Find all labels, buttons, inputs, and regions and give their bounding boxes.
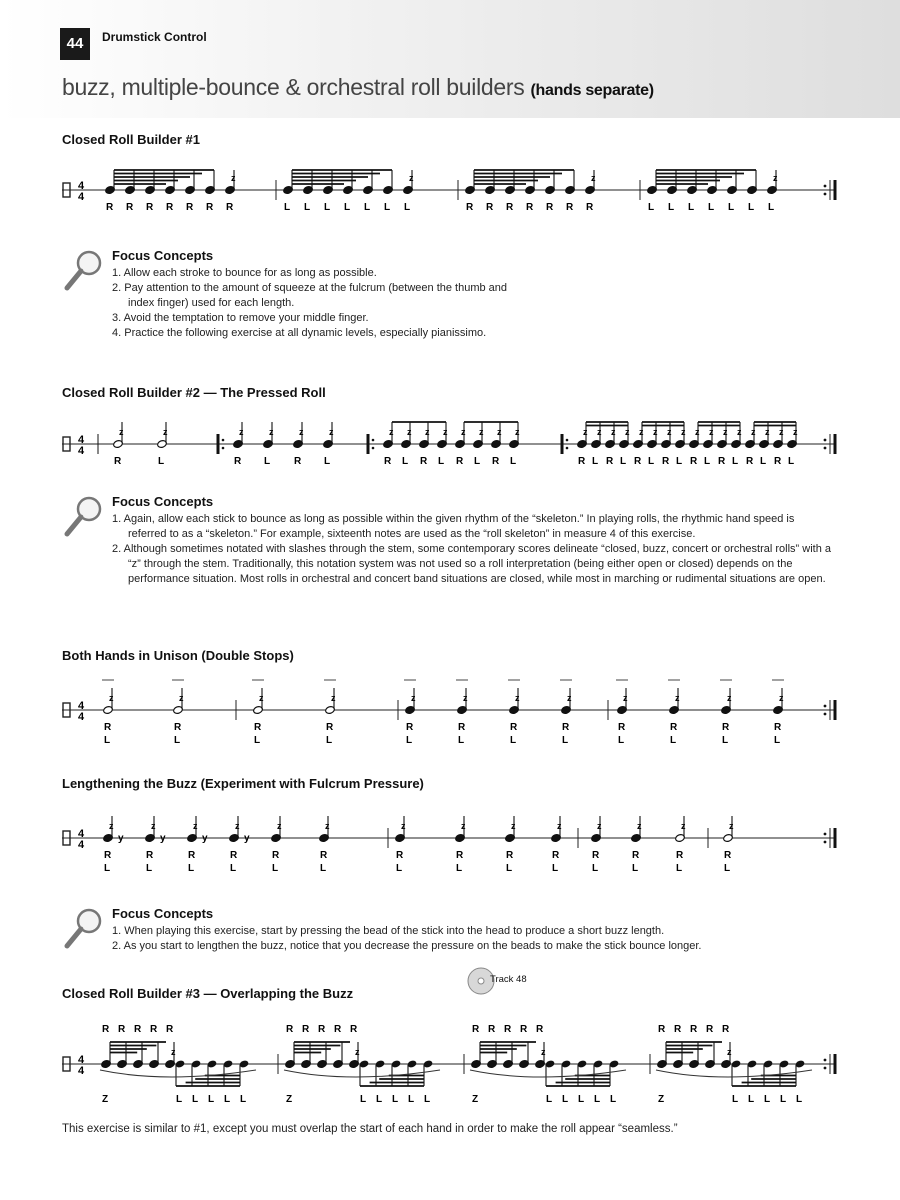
buzz-z-mark: z bbox=[723, 427, 728, 437]
repeat-dot bbox=[222, 447, 225, 450]
repeat-dot bbox=[824, 713, 827, 716]
sticking-letter: R bbox=[618, 722, 626, 733]
time-signature-bottom: 4 bbox=[78, 1065, 85, 1077]
sticking-letter: R bbox=[578, 456, 586, 467]
sticking-letter: L bbox=[618, 735, 625, 746]
sticking-letter: L bbox=[376, 1094, 383, 1105]
sticking-letter: Z bbox=[658, 1094, 665, 1105]
buzz-z-mark: z bbox=[151, 821, 156, 831]
time-signature-bottom: 4 bbox=[78, 445, 85, 457]
buzz-z-mark: z bbox=[695, 427, 700, 437]
sticking-letter: R bbox=[774, 456, 782, 467]
buzz-z-mark: z bbox=[119, 427, 124, 437]
sticking-letter: R bbox=[406, 722, 414, 733]
sticking-letter: L bbox=[304, 202, 311, 213]
sticking-letter: R bbox=[104, 722, 112, 733]
sticking-letter: R bbox=[106, 202, 114, 213]
sticking-letter: L bbox=[396, 863, 403, 874]
sticking-letter: R bbox=[546, 202, 554, 213]
sticking-letter: L bbox=[188, 863, 195, 874]
sticking-letter: L bbox=[704, 456, 711, 467]
sticking-letter: L bbox=[424, 1094, 431, 1105]
sticking-letter: L bbox=[760, 456, 767, 467]
buzz-z-mark: z bbox=[463, 693, 468, 703]
sticking-letter: L bbox=[384, 202, 391, 213]
sticking-letter: R bbox=[506, 202, 514, 213]
sticking-letter: L bbox=[406, 735, 413, 746]
buzz-z-mark: z bbox=[751, 427, 756, 437]
focus-item: 4. Practice the following exercise at all dynamic levels, especially pianissimo. bbox=[112, 327, 487, 339]
buzz-z-mark: z bbox=[727, 1047, 732, 1057]
buzz-z-mark: z bbox=[355, 1047, 360, 1057]
sticking-letter: L bbox=[722, 735, 729, 746]
sticking-letter: L bbox=[474, 456, 481, 467]
section-title-4: Lengthening the Buzz (Experiment with Fulcrum Pressure) bbox=[62, 776, 424, 791]
buzz-z-mark: z bbox=[325, 821, 330, 831]
page-number: 44 bbox=[60, 28, 90, 60]
sticking-letter: L bbox=[780, 1094, 787, 1105]
buzz-z-mark: z bbox=[511, 821, 516, 831]
sticking-letter: L bbox=[562, 735, 569, 746]
sticking-letter: L bbox=[174, 735, 181, 746]
focus-item: 2. Pay attention to the amount of squeeze at the fulcrum (between the thumb and index finger) used for each length. bbox=[112, 282, 508, 309]
buzz-z-mark: z bbox=[411, 693, 416, 703]
sticking-letter-top: R bbox=[150, 1024, 158, 1035]
buzz-z-mark: z bbox=[681, 427, 686, 437]
sticking-letter: L bbox=[788, 456, 795, 467]
sticking-letter: R bbox=[774, 722, 782, 733]
footer-note: This exercise is similar to #1, except you must overlap the start of each hand in order to make the roll appear “seamless.” bbox=[62, 1123, 678, 1135]
sticking-letter: R bbox=[670, 722, 678, 733]
sticking-letter: L bbox=[708, 202, 715, 213]
sticking-letter: R bbox=[456, 456, 464, 467]
sticking-letter: R bbox=[206, 202, 214, 213]
sticking-letter: R bbox=[396, 850, 404, 861]
sticking-letter: L bbox=[456, 863, 463, 874]
sticking-letter: L bbox=[264, 456, 271, 467]
sticking-letter: L bbox=[728, 202, 735, 213]
buzz-z-mark: z bbox=[109, 821, 114, 831]
staff-lengthening-buzz bbox=[60, 816, 840, 874]
time-signature-top: 4 bbox=[78, 434, 85, 446]
sticking-letter: L bbox=[408, 1094, 415, 1105]
sticking-letter: L bbox=[438, 456, 445, 467]
page-title-main: buzz, multiple-bounce & orchestral roll builders bbox=[62, 74, 525, 100]
repeat-dot bbox=[824, 705, 827, 708]
buzz-z-mark: z bbox=[623, 693, 628, 703]
repeat-dot bbox=[566, 447, 569, 450]
sticking-letter: L bbox=[610, 1094, 617, 1105]
sticking-letter: R bbox=[458, 722, 466, 733]
time-signature-top: 4 bbox=[78, 828, 85, 840]
focus-list bbox=[112, 512, 832, 587]
sticking-letter: R bbox=[746, 456, 754, 467]
sticking-letter: L bbox=[510, 456, 517, 467]
section-title-3: Both Hands in Unison (Double Stops) bbox=[62, 648, 294, 663]
sticking-letter: L bbox=[676, 863, 683, 874]
sticking-letter-top: R bbox=[334, 1024, 342, 1035]
staff-double-stops bbox=[60, 688, 840, 746]
buzz-z-mark: z bbox=[409, 173, 414, 183]
buzz-z-mark: z bbox=[179, 693, 184, 703]
buzz-z-mark: z bbox=[497, 427, 502, 437]
sticking-letter: L bbox=[592, 456, 599, 467]
sticking-letter: L bbox=[392, 1094, 399, 1105]
sticking-letter: L bbox=[796, 1094, 803, 1105]
sticking-letter: R bbox=[188, 850, 196, 861]
rest-symbol: y bbox=[244, 833, 250, 844]
sticking-letter: L bbox=[632, 863, 639, 874]
sticking-letter: L bbox=[158, 456, 165, 467]
sticking-letter: L bbox=[324, 456, 331, 467]
sticking-letter: L bbox=[732, 456, 739, 467]
buzz-z-mark: z bbox=[425, 427, 430, 437]
sticking-letter: L bbox=[344, 202, 351, 213]
sticking-letter: R bbox=[320, 850, 328, 861]
time-signature-bottom: 4 bbox=[78, 839, 85, 851]
sticking-letter: R bbox=[326, 722, 334, 733]
sticking-letter-top: R bbox=[302, 1024, 310, 1035]
buzz-z-mark: z bbox=[639, 427, 644, 437]
sticking-letter: L bbox=[458, 735, 465, 746]
buzz-z-mark: z bbox=[401, 821, 406, 831]
sticking-letter: L bbox=[578, 1094, 585, 1105]
sticking-letter: R bbox=[662, 456, 670, 467]
repeat-dot bbox=[824, 1067, 827, 1070]
buzz-z-mark: z bbox=[389, 427, 394, 437]
sticking-letter-top: R bbox=[658, 1024, 666, 1035]
sticking-letter-top: R bbox=[488, 1024, 496, 1035]
sticking-letter: R bbox=[456, 850, 464, 861]
focus-heading: Focus Concepts bbox=[112, 906, 214, 921]
sticking-letter: L bbox=[648, 202, 655, 213]
sticking-letter-top: R bbox=[674, 1024, 682, 1035]
sticking-letter: R bbox=[676, 850, 684, 861]
sticking-letter: L bbox=[688, 202, 695, 213]
buzz-z-mark: z bbox=[515, 427, 520, 437]
section-title-2: Closed Roll Builder #2 — The Pressed Roll bbox=[62, 385, 326, 400]
buzz-z-mark: z bbox=[793, 427, 798, 437]
buzz-z-mark: z bbox=[597, 427, 602, 437]
sticking-letter: R bbox=[146, 202, 154, 213]
section-title-5: Closed Roll Builder #3 — Overlapping the Buzz bbox=[62, 986, 354, 1001]
sticking-letter: L bbox=[592, 863, 599, 874]
sticking-letter: Z bbox=[286, 1094, 293, 1105]
buzz-z-mark: z bbox=[729, 821, 734, 831]
sticking-letter: L bbox=[594, 1094, 601, 1105]
sticking-letter: R bbox=[492, 456, 500, 467]
staff-closed-roll-builder-1 bbox=[60, 168, 840, 213]
buzz-z-mark: z bbox=[231, 173, 236, 183]
sticking-letter-top: R bbox=[690, 1024, 698, 1035]
sticking-letter: L bbox=[748, 202, 755, 213]
buzz-z-mark: z bbox=[737, 427, 742, 437]
sticking-letter: L bbox=[240, 1094, 247, 1105]
focus-heading: Focus Concepts bbox=[112, 248, 214, 263]
sticking-letter: L bbox=[620, 456, 627, 467]
sticking-letter: L bbox=[404, 202, 411, 213]
sticking-letter: L bbox=[230, 863, 237, 874]
time-signature-bottom: 4 bbox=[78, 191, 85, 203]
buzz-z-mark: z bbox=[277, 821, 282, 831]
sticking-letter: R bbox=[526, 202, 534, 213]
sticking-letter: L bbox=[192, 1094, 199, 1105]
buzz-z-mark: z bbox=[773, 173, 778, 183]
sticking-letter: R bbox=[506, 850, 514, 861]
sticking-letter: L bbox=[104, 735, 111, 746]
buzz-z-mark: z bbox=[597, 821, 602, 831]
buzz-z-mark: z bbox=[479, 427, 484, 437]
buzz-z-mark: z bbox=[329, 427, 334, 437]
sticking-letter: R bbox=[272, 850, 280, 861]
buzz-z-mark: z bbox=[675, 693, 680, 703]
buzz-z-mark: z bbox=[681, 821, 686, 831]
buzz-z-mark: z bbox=[541, 1047, 546, 1057]
staff-overlapping-buzz bbox=[60, 1024, 840, 1105]
time-signature-top: 4 bbox=[78, 700, 85, 712]
buzz-z-mark: z bbox=[515, 693, 520, 703]
sticking-letter: L bbox=[774, 735, 781, 746]
sticking-letter: R bbox=[186, 202, 194, 213]
sticking-letter: L bbox=[506, 863, 513, 874]
sticking-letter: R bbox=[166, 202, 174, 213]
sticking-letter-top: R bbox=[706, 1024, 714, 1035]
sticking-letter-top: R bbox=[134, 1024, 142, 1035]
focus-list bbox=[112, 266, 532, 341]
rest-symbol: y bbox=[202, 833, 208, 844]
sticking-letter: R bbox=[722, 722, 730, 733]
buzz-z-mark: z bbox=[727, 693, 732, 703]
buzz-z-mark: z bbox=[625, 427, 630, 437]
sticking-letter: L bbox=[224, 1094, 231, 1105]
repeat-dot bbox=[824, 841, 827, 844]
sticking-letter: R bbox=[634, 456, 642, 467]
sticking-letter-top: R bbox=[318, 1024, 326, 1035]
sticking-letter: Z bbox=[472, 1094, 479, 1105]
sticking-letter: L bbox=[254, 735, 261, 746]
sticking-letter: L bbox=[284, 202, 291, 213]
buzz-z-mark: z bbox=[239, 427, 244, 437]
sticking-letter: R bbox=[586, 202, 594, 213]
sticking-letter: L bbox=[364, 202, 371, 213]
sticking-letter: R bbox=[254, 722, 262, 733]
buzz-z-mark: z bbox=[765, 427, 770, 437]
sticking-letter: R bbox=[384, 456, 392, 467]
buzz-z-mark: z bbox=[779, 693, 784, 703]
buzz-z-mark: z bbox=[299, 427, 304, 437]
focus-item: 2. Although sometimes notated with slashes through the stem, some contemporary scores delineate “closed, buzz, concert or orchestral rolls” with a “z” through the stem. Traditionally, this notation system was not used so a roll interpretation (being either open or closed) depends on the performance situation. Most rolls in orchestral and concert band situations are closed, while most in marching or rudimental situations are open. bbox=[112, 543, 832, 585]
sticking-letter: L bbox=[176, 1094, 183, 1105]
repeat-dot bbox=[824, 833, 827, 836]
rest-symbol: y bbox=[160, 833, 166, 844]
sticking-letter: R bbox=[632, 850, 640, 861]
sticking-letter: R bbox=[230, 850, 238, 861]
sticking-letter: L bbox=[510, 735, 517, 746]
sticking-letter: R bbox=[718, 456, 726, 467]
sticking-letter: L bbox=[724, 863, 731, 874]
sticking-letter: L bbox=[320, 863, 327, 874]
page-title bbox=[62, 74, 654, 101]
sticking-letter: R bbox=[226, 202, 234, 213]
buzz-z-mark: z bbox=[637, 821, 642, 831]
repeat-dot bbox=[372, 447, 375, 450]
sticking-letter: L bbox=[104, 863, 111, 874]
sticking-letter-top: R bbox=[350, 1024, 358, 1035]
track-label: Track 48 bbox=[490, 974, 527, 985]
repeat-dot bbox=[824, 185, 827, 188]
sticking-letter: R bbox=[562, 722, 570, 733]
buzz-z-mark: z bbox=[583, 427, 588, 437]
focus-item: 1. When playing this exercise, start by pressing the bead of the stick into the head to produce a short buzz length. bbox=[112, 925, 665, 937]
buzz-z-mark: z bbox=[779, 427, 784, 437]
magnifier-icon bbox=[62, 494, 106, 538]
sticking-letter: L bbox=[272, 863, 279, 874]
sticking-letter-top: R bbox=[520, 1024, 528, 1035]
sticking-letter: R bbox=[552, 850, 560, 861]
repeat-dot bbox=[222, 439, 225, 442]
focus-item: 1. Again, allow each stick to bounce as long as possible within the given rhythm of the “skeleton.” In playing rolls, the rhythmic hand speed is referred to as a “skeleton.” For example, sixteenth notes are used as the “roll skeleton” in measure 4 of this exercise. bbox=[112, 513, 795, 540]
sticking-letter: L bbox=[208, 1094, 215, 1105]
buzz-z-mark: z bbox=[171, 1047, 176, 1057]
sticking-letter: R bbox=[294, 456, 302, 467]
sticking-letter: R bbox=[606, 456, 614, 467]
buzz-z-mark: z bbox=[461, 821, 466, 831]
track-badge bbox=[466, 966, 527, 1001]
buzz-z-mark: z bbox=[709, 427, 714, 437]
sticking-letter-top: R bbox=[504, 1024, 512, 1035]
buzz-z-mark: z bbox=[461, 427, 466, 437]
sticking-letter: R bbox=[566, 202, 574, 213]
sticking-letter: L bbox=[552, 863, 559, 874]
sticking-letter: R bbox=[420, 456, 428, 467]
sticking-letter: R bbox=[104, 850, 112, 861]
focus-item: 1. Allow each stroke to bounce for as long as possible. bbox=[112, 267, 377, 279]
sticking-letter: L bbox=[402, 456, 409, 467]
sticking-letter: L bbox=[732, 1094, 739, 1105]
time-signature-top: 4 bbox=[78, 180, 85, 192]
sticking-letter: Z bbox=[102, 1094, 109, 1105]
focus-item: 3. Avoid the temptation to remove your middle finger. bbox=[112, 312, 369, 324]
sticking-letter: R bbox=[592, 850, 600, 861]
sticking-letter-top: R bbox=[166, 1024, 174, 1035]
sticking-letter: R bbox=[126, 202, 134, 213]
buzz-z-mark: z bbox=[567, 693, 572, 703]
buzz-z-mark: z bbox=[611, 427, 616, 437]
sticking-letter-top: R bbox=[286, 1024, 294, 1035]
repeat-dot bbox=[372, 439, 375, 442]
magnifier-icon bbox=[62, 248, 106, 292]
buzz-z-mark: z bbox=[109, 693, 114, 703]
time-signature-bottom: 4 bbox=[78, 711, 85, 723]
buzz-z-mark: z bbox=[259, 693, 264, 703]
sticking-letter: L bbox=[648, 456, 655, 467]
buzz-z-mark: z bbox=[591, 173, 596, 183]
sticking-letter: L bbox=[670, 735, 677, 746]
buzz-z-mark: z bbox=[331, 693, 336, 703]
buzz-z-mark: z bbox=[557, 821, 562, 831]
sticking-letter: L bbox=[768, 202, 775, 213]
sticking-letter: L bbox=[668, 202, 675, 213]
buzz-z-mark: z bbox=[407, 427, 412, 437]
sticking-letter: L bbox=[324, 202, 331, 213]
sticking-letter: R bbox=[486, 202, 494, 213]
page-title-sub: (hands separate) bbox=[530, 82, 654, 99]
magnifier-icon bbox=[62, 906, 106, 950]
time-signature-top: 4 bbox=[78, 1054, 85, 1066]
sticking-letter: L bbox=[546, 1094, 553, 1105]
repeat-dot bbox=[824, 1059, 827, 1062]
sticking-letter: R bbox=[724, 850, 732, 861]
sticking-letter: R bbox=[234, 456, 242, 467]
sticking-letter: R bbox=[690, 456, 698, 467]
sticking-letter: L bbox=[360, 1094, 367, 1105]
sticking-letter: L bbox=[326, 735, 333, 746]
sticking-letter-top: R bbox=[472, 1024, 480, 1035]
focus-item: 2. As you start to lengthen the buzz, notice that you decrease the pressure on the beads to make the stick bounce longer. bbox=[112, 940, 702, 952]
sticking-letter-top: R bbox=[118, 1024, 126, 1035]
section-title-1: Closed Roll Builder #1 bbox=[62, 132, 200, 147]
focus-heading: Focus Concepts bbox=[112, 494, 214, 509]
sticking-letter: R bbox=[466, 202, 474, 213]
sticking-letter: L bbox=[562, 1094, 569, 1105]
rest-symbol: y bbox=[118, 833, 124, 844]
repeat-dot bbox=[824, 193, 827, 196]
buzz-z-mark: z bbox=[443, 427, 448, 437]
buzz-z-mark: z bbox=[653, 427, 658, 437]
sticking-letter: R bbox=[174, 722, 182, 733]
sticking-letter: L bbox=[676, 456, 683, 467]
sticking-letter-top: R bbox=[722, 1024, 730, 1035]
running-head: Drumstick Control bbox=[102, 30, 207, 44]
sticking-letter: L bbox=[764, 1094, 771, 1105]
repeat-dot bbox=[824, 447, 827, 450]
buzz-z-mark: z bbox=[193, 821, 198, 831]
buzz-z-mark: z bbox=[163, 427, 168, 437]
sticking-letter: R bbox=[146, 850, 154, 861]
staff-pressed-roll bbox=[60, 422, 840, 467]
buzz-z-mark: z bbox=[235, 821, 240, 831]
sticking-letter: R bbox=[114, 456, 122, 467]
sticking-letter-top: R bbox=[536, 1024, 544, 1035]
sticking-letter-top: R bbox=[102, 1024, 110, 1035]
buzz-z-mark: z bbox=[269, 427, 274, 437]
sticking-letter: L bbox=[748, 1094, 755, 1105]
repeat-dot bbox=[566, 439, 569, 442]
sticking-letter: L bbox=[146, 863, 153, 874]
buzz-z-mark: z bbox=[667, 427, 672, 437]
sticking-letter: R bbox=[510, 722, 518, 733]
repeat-dot bbox=[824, 439, 827, 442]
focus-list bbox=[112, 924, 852, 954]
